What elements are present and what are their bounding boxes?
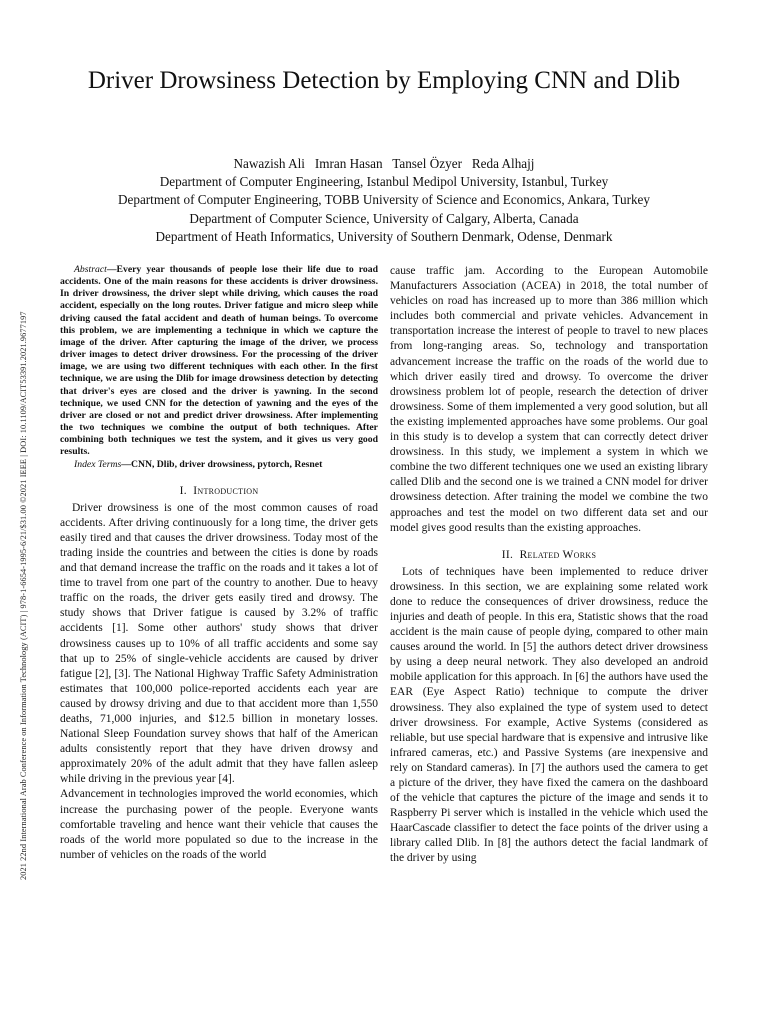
index-terms [60,459,378,471]
section-heading-introduction [60,484,378,498]
affiliation-1: Department of Computer Engineering, Istanbul Medipol University, Istanbul, Turkey [159,174,609,190]
section-number: II. [501,548,514,561]
section-title: Related Works [519,548,597,561]
abstract [60,264,378,459]
left-column [60,264,378,863]
section-heading-related-works [390,548,708,562]
introduction-paragraph-2: Advancement in technologies improved the world economies, which increase the purchasing power of the people. Everyone wants comfortable traveling and hence want their vehicle that causes the roads of the world more populated so due to the increase in the number of vehicles on the roads of the world [60,788,378,861]
side-margin [11,160,27,880]
affiliation-2: Department of Computer Engineering, TOBB University of Science and Economics, Ankara, Turkey [117,192,651,208]
author-block [40,155,728,246]
affiliation-3: Department of Computer Science, University of Calgary, Alberta, Canada [189,210,579,226]
index-terms-text: —CNN, Dlib, driver drowsiness, pytorch, Resnet [121,458,323,470]
introduction-paragraph-1: Driver drowsiness is one of the most common causes of road accidents. After driving continuously for a long time, the driver gets easily tired and that causes the driver drowsiness. Today most of the trading inside the countries and between the cities is done by roads and that demand increase the traffic on the roads and it takes a lot of time to travel from one part of the country to another. Due to heavy traffic on the roads, the driver gets easily tired and drowsy. The study shows that Driver fatigue is caused by 3.2% of traffic accidents [1]. Some other authors' study shows that driver drowsiness causes up to 10% of all traffic accidents and some say that up to 25% of single-vehicle accidents are caused by driver fatigue [2], [3]. The National Highway Traffic Safety Administration estimates that 100,000 police-reported accidents each year are caused by drowsy driving and due to that accident more than 1,550 deaths, 71,000 injuries, and $12.5 billion in monetary losses. National Sleep Foundation survey shows that half of the American adults consistently report that they have driven drowsy and approximately 20% of the adult admit that they have fallen asleep while driving in the previous year [4]. [60,501,378,786]
abstract-text: —Every year thousands of people lose their life due to road accidents. One of the main reasons for these accidents is driver drowsiness. In driver drowsiness, the driver slept while driving, which causes the road accident, especially on the long routes. Driver fatigue and micro sleep while driving caused the fatal accident and death of human beings. To overcome this problem, we are implementing a technique in which we capture the image of the driver. After capturing the image of the driver, we process driver images to detect driver drowsiness. For the processing of the driver image, we are using two different techniques with each other. In the first technique, we are using the Dlib for image drowsiness detection by detecting that driver's eyes are closed and the driver is yawning. In the second technique, we used CNN for the detection of yawning and the eyes of the driver are closed or not and predict driver drowsiness. After implementing the two techniques we combine the output of both techniques. After combining both techniques we test the system, and it gives us very good results. [60,264,378,458]
related-works-paragraph-1: Lots of techniques have been implemented to reduce driver drowsiness. In this section, we are explaining some related work done to reduce the consequences of driver drowsiness, reduce the injuries and death of people. In this era, Statistic shows that the road accident is the main cause of people dying, compared to other main causes around the world. In [5] the authors detect driver drowsiness by using a deep neural network. They also developed an android mobile application for this approach. In [6] the authors have used the EAR (Eye Aspect Ratio) technique to compute the driver drowsiness. They also explained the type of system used to detect driver drowsiness. For example, Active Systems (considered as reliable, but use special hardware that is expensive and intrusive like infrared cameras, etc.) and Passive Systems (are inexpensive and rely on Standard cameras). In [7] the authors used the camera to get a picture of the driver, they have fixed the camera on the dashboard of the vehicle that captures the picture of the image and sends it to Raspberry Pi server which is installed in the vehicle which used the HaarCascade classifier to detect the face points of the driver using a library called Dlib. In [8] the authors detect the facial landmark of the driver by using [390,565,708,865]
section-title: Introduction [193,484,259,497]
index-terms-lead: Index Terms [74,458,122,470]
section-number: I. [179,484,187,497]
abstract-lead: Abstract [74,264,107,275]
paper-title: Driver Drowsiness Detection by Employing CNN and Dlib [87,67,681,94]
affiliation-4: Department of Heath Informatics, University of Southern Denmark, Odense, Denmark [155,228,613,244]
introduction-paragraph-3: cause traffic jam. According to the European Automobile Manufacturers Association (ACEA) in 2018, the total number of vehicles on road has increased up to more than 386 million which includes both commercial and private vehicles. Advancement in transportation increase the interest of people to travel to new places from long-ranging areas. So, technology and transportation advancement increase the traffic on the roads of the world due to which driver easily tired and drowsy. To overcome the driver drowsiness problem lot of people, research the detection of driver drowsiness. Some of them implemented a very good solution, but all the existing implemented approaches have some problems. Our goal in this study is to develop a system that can correctly detect driver drowsiness. In this study, we implement a system in which we combine the two different techniques one we used an existing library called Dlib and the second one is we trained a CNN model for driver drowsiness detection. After training the model we combine the two approaches and test the model on two different data set and our model gives good results than the existing approaches. [390,265,708,534]
publication-footnote: 2021 22nd International Arab Conference on Information Technology (ACIT) | 978-1-6654-1995-6/21/$31.00 ©2021 IEEE | DOI: 10.1109/ACIT53391.2021.9677197 [19,311,28,880]
author-names: Nawazish Ali Imran Hasan Tansel Özyer Reda Alhajj [233,156,535,171]
right-column [390,264,708,867]
